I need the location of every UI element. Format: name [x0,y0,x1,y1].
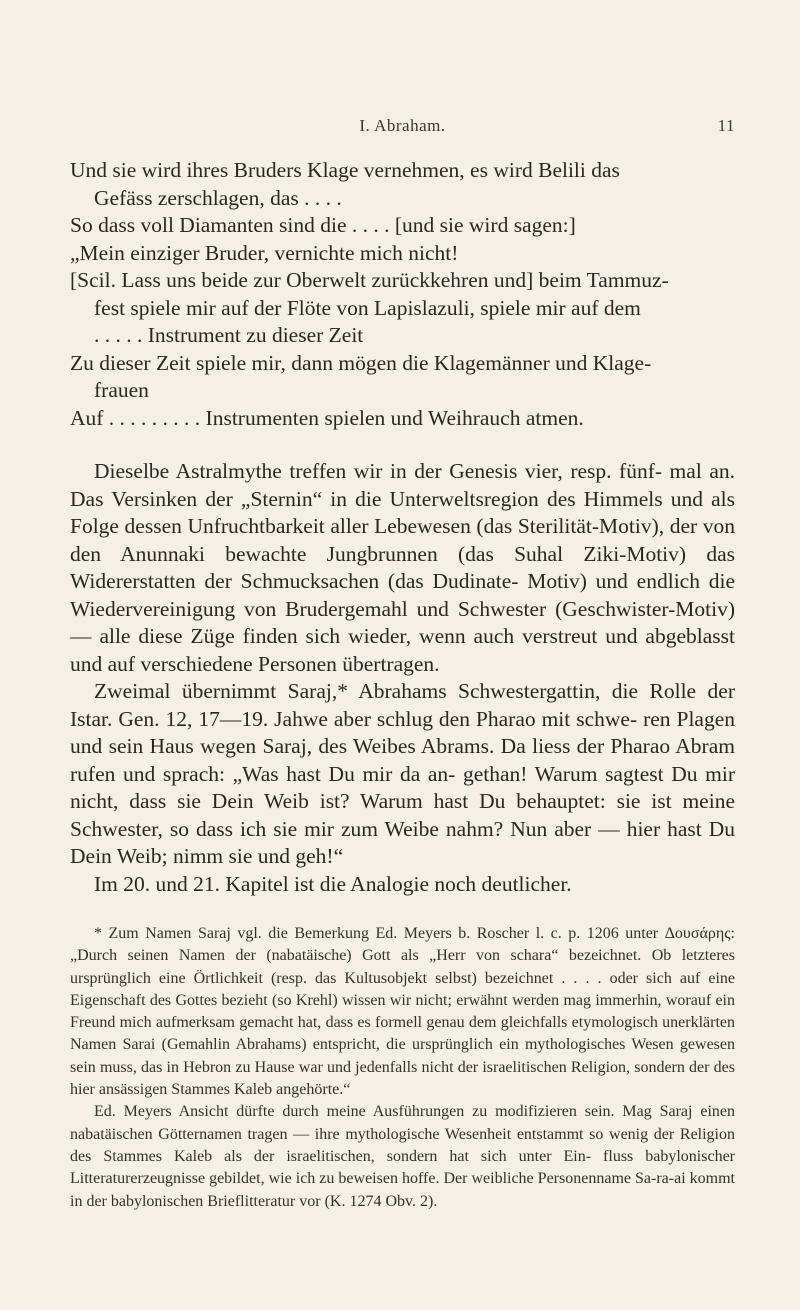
verse-line: So dass voll Diamanten sind die . . . . [und sie wird sagen:] [70,213,576,237]
main-text [70,157,735,898]
paragraph-analogy: Im 20. und 21. Kapitel ist die Analogie noch deutlicher. [94,871,572,896]
page-number: 11 [717,116,735,135]
paragraph-saraj: Zweimal übernimmt Saraj,* Abrahams Schwestergattin, die Rolle der Istar. Gen. 12, 17—19. Jahwe aber schlug den Pharao mit schwe- ren Plagen und sein Haus wegen Saraj, des Weibes Abrams. Da liess der Pharao Abram rufen und sprach: „Was hast Du mir da an- gethan! Warum sagtest Du mir nicht, dass sie Dein Weib ist? Warum hast Du behauptet: sie ist meine Schwester, so dass ich sie mir zum Weibe nahm? Nun aber — hier hast Du Dein Weib; nimm sie und geh!“ [70,679,735,868]
footnote-meyer-view: Ed. Meyers Ansicht dürfte durch meine Ausführungen zu modifizieren sein. Mag Saraj einen nabatäischen Götternamen tragen — ihre mythologische Wesenheit entstammt so wenig der Religion des Stammes Kaleb als der israelitischen, sondern hat sich unter Ein- fluss babylonischer Litteraturerzeugnisse gebildet, wie ich zu beweisen hoffe. Der weibliche Personenname Sa-ra-ai kommt in der babylonischen Brieflitteratur vor (K. 1274 Obv. 2). [70,1103,735,1210]
verse-quotation [70,157,735,432]
footnote-saraj-name: * Zum Namen Saraj vgl. die Bemerkung Ed. Meyers b. Roscher l. c. p. 1206 unter Δουσάρης: „Durch seinen Namen der (nabatäische) Gott als „Herr von schara“ bezeichnet. Ob letzteres ursprünglich eine Örtlichkeit (resp. das Kultusobjekt selbst) bezeichnet . . . . oder sich auf eine Eigenschaft des Gottes bezieht (so Krehl) wissen wir nicht; erwähnt werden mag immerhin, worauf ein Freund mich aufmerksam gemacht hat, dass es formell genau dem gleichfalls etymologisch unerklärten Namen Sarai (Gemahlin Abrahams) entspricht, die ursprünglich ein mythologisches Wesen gewesen sein muss, das in Hebron zu Hause war und jedenfalls nicht der israelitischen Religion, sondern der des hier ansässigen Stammes Kaleb angehörte.“ [70,925,735,1099]
verse-line: „Mein einziger Bruder, vernichte mich nicht! [70,240,459,265]
chapter-title: I. Abraham. [359,116,446,135]
verse-line: [Scil. Lass uns beide zur Oberwelt zurückkehren und] beim Tammuz- [70,268,669,292]
verse-line: fest spiele mir auf der Flöte von Lapislazuli, spiele mir auf dem [94,295,641,320]
verse-line: Zu dieser Zeit spiele mir, dann mögen die Klagemänner und Klage- [70,350,652,375]
verse-line: Auf . . . . . . . . . Instrumenten spielen und Weihrauch atmen. [70,405,584,430]
verse-line: Gefäss zerschlagen, das . . . . [94,185,342,210]
verse-line: Und sie wird ihres Bruders Klage vernehmen, es wird Belili das [70,158,620,182]
running-head [70,116,735,138]
paragraph-astral-myth: Dieselbe Astralmythe treffen wir in der Genesis vier, resp. fünf- mal an. Das Versinken der „Sternin“ in die Unterweltsregion des Himmels und als Folge dessen Unfruchtbarkeit aller Lebewesen (das Sterilität-Motiv), der von den Anunnaki bewachte Jungbrunnen (das Suhal Ziki-Motiv) das Widererstatten der Schmucksachen (das Dudinate- Motiv) und endlich die Wiedervereinigung von Brudergemahl und Schwester (Geschwister-Motiv) — alle diese Züge finden sich wieder, wenn auch verstreut und abgeblasst und auf verschiedene Personen übertragen. [70,459,735,676]
verse-line: frauen [94,378,149,402]
footnotes [70,923,735,1213]
verse-line: . . . . . Instrument zu dieser Zeit [94,323,364,347]
